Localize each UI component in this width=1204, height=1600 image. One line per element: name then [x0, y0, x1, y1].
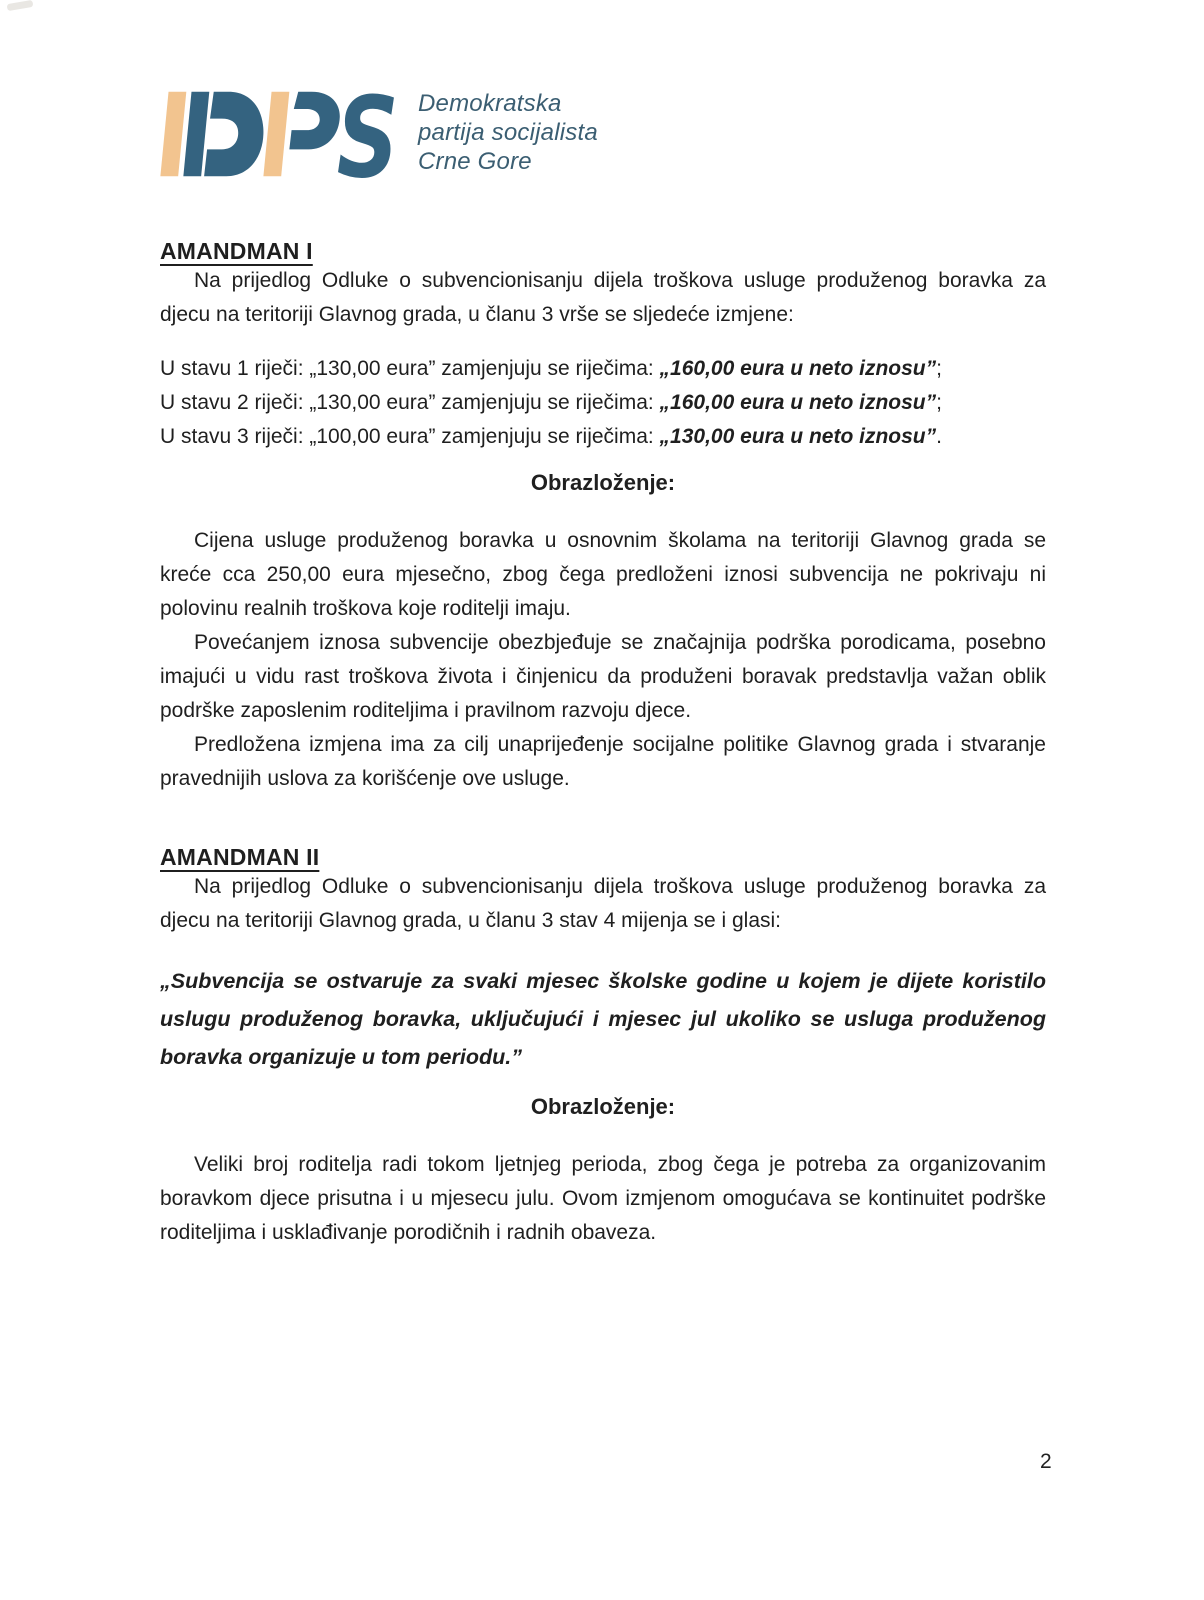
amendment-item-2	[160, 386, 1046, 420]
item-2-tail: ;	[936, 391, 942, 414]
paragraph: Predložena izmjena ima za cilj unaprijeđenje socijalne politike Glavnog grada i stvaranje pravednijih uslova za korišćenje ove usluge.	[160, 733, 1046, 790]
amandman-2-obrazlozenje	[160, 1148, 1046, 1250]
amandman-2-heading: AMANDMAN II	[160, 844, 320, 870]
party-name-line1: Demokratska	[418, 90, 562, 117]
amendment-item-1	[160, 352, 1046, 386]
item-3-tail: .	[936, 425, 942, 448]
paragraph: Cijena usluge produženog boravka u osnovnim školama na teritoriji Glavnog grada se kreće cca 250,00 eura mjesečno, zbog čega predloženi iznosi subvencija ne pokrivaju ni polovinu realnih troškova koje roditelji imaju.	[160, 529, 1046, 620]
logo-letter-s: S	[336, 86, 399, 182]
item-2-new-amount: „160,00 eura u neto iznosu”	[659, 391, 937, 414]
amandman-1-heading: AMANDMAN I	[160, 238, 313, 264]
amandman-1-obrazlozenje-heading: Obrazloženje:	[530, 470, 676, 495]
amandman-1-obrazlozenje	[160, 524, 1046, 796]
amandman-1-items	[160, 352, 1046, 454]
paragraph: Veliki broj roditelja radi tokom ljetnjeg perioda, zbog čega je potreba za organizovanim boravkom djece prisutna i u mjesecu julu. Ovom izmjenom omogućava se kontinuitet podrške roditeljima i usklađivanje porodičnih i radnih obaveza.	[160, 1153, 1046, 1244]
party-name-line2: partija socijalista	[418, 119, 598, 146]
amendment-item-3	[160, 420, 1046, 454]
item-1-tail: ;	[936, 357, 942, 380]
dps-logo-mark-icon	[150, 86, 402, 182]
amandman-2-obrazlozenje-heading: Obrazloženje:	[530, 1094, 676, 1119]
scan-artifact	[7, 0, 34, 11]
amandman-2-intro: Na prijedlog Odluke o subvencionisanju dijela troškova usluge produženog boravka za djecu na teritoriji Glavnog grada, u članu 3 stav 4 mijenja se i glasi:	[160, 875, 1046, 932]
dps-logo	[150, 86, 598, 182]
item-1-new-amount: „160,00 eura u neto iznosu”	[659, 357, 937, 380]
amandman-1-intro: Na prijedlog Odluke o subvencionisanju dijela troškova usluge produženog boravka za djecu na teritoriji Glavnog grada, u članu 3 vrše se sljedeće izmjene:	[160, 269, 1046, 326]
document-content	[160, 238, 1046, 1250]
amandman-2-quote: „Subvencija se ostvaruje za svaki mjesec školske godine u kojem je dijete koristilo uslugu produženog boravka, uključujući i mjesec jul ukoliko se usluga produženog boravka organizuje u tom periodu.”	[160, 969, 1046, 1069]
item-3-new-amount: „130,00 eura u neto iznosu”	[659, 425, 937, 448]
party-name-line3: Crne Gore	[418, 148, 532, 175]
paragraph: Povećanjem iznosa subvencije obezbjeđuje se značajnija podrška porodicama, posebno imajući u vidu rast troškova života i činjenicu da produženi boravak predstavlja važan oblik podrške zaposlenim roditeljima i pravilnom razvoju djece.	[160, 631, 1046, 722]
party-name	[418, 86, 598, 176]
item-1-lead: U stavu 1 riječi: „130,00 eura” zamjenjuju se riječima:	[160, 357, 660, 380]
item-3-lead: U stavu 3 riječi: „100,00 eura” zamjenjuju se riječima:	[160, 425, 660, 448]
item-2-lead: U stavu 2 riječi: „130,00 eura” zamjenjuju se riječima:	[160, 391, 660, 414]
page-number: 2	[1040, 1450, 1052, 1473]
